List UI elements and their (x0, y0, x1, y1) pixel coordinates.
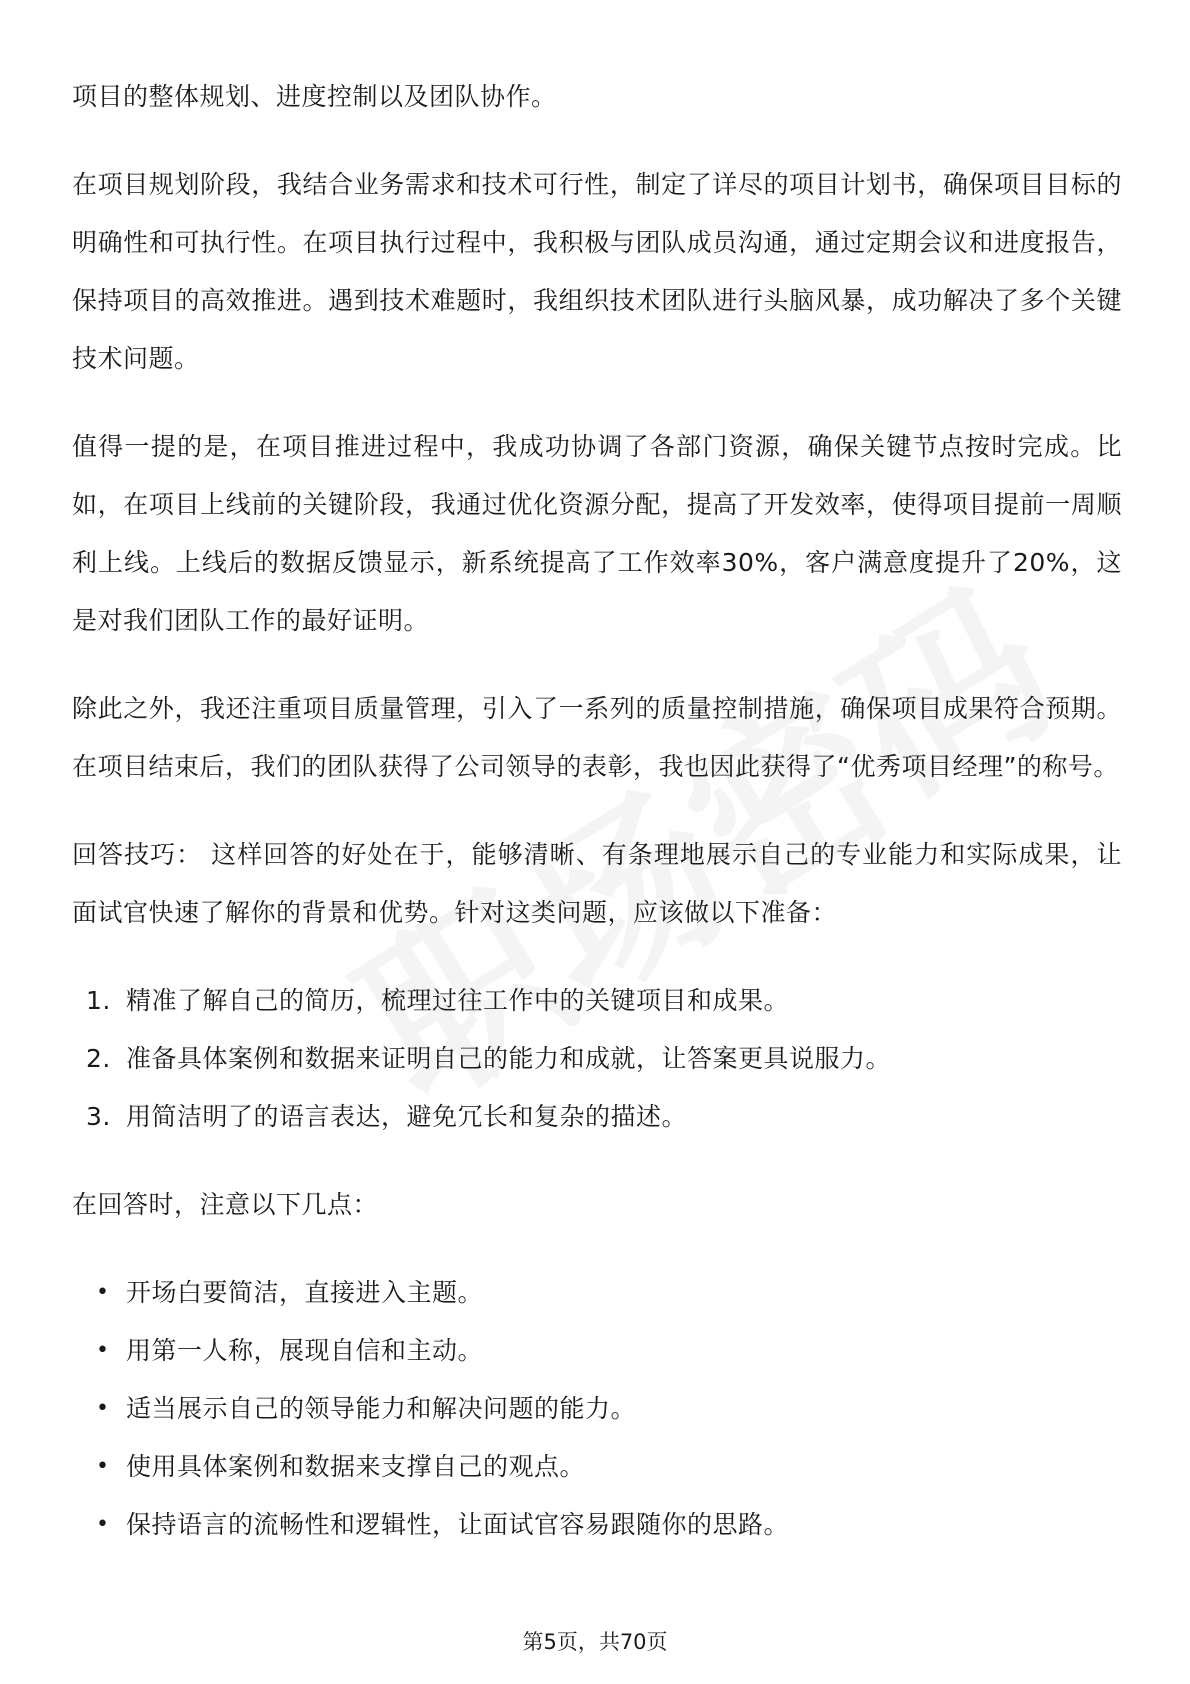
list-item-text: 精准了解自己的简历，梳理过往工作中的关键项目和成果。 (126, 986, 790, 1015)
list-item (72, 1088, 1122, 1146)
list-item (72, 1438, 1122, 1496)
bullet-icon: • (96, 1454, 110, 1479)
bullet-icon: • (96, 1512, 110, 1537)
document-body (72, 68, 1122, 1584)
paragraph: 值得一提的是，在项目推进过程中，我成功协调了各部门资源，确保关键节点按时完成。比如，在项目上线前的关键阶段，我通过优化资源分配，提高了开发效率，使得项目提前一周顺利上线。上线后的数据反馈显示，新系统提高了工作效率30%，客户满意度提升了20%，这是对我们团队工作的最好证明。 (72, 432, 1122, 635)
bullet-icon: • (96, 1396, 110, 1421)
list-item-text: 用简洁明了的语言表达，避免冗长和复杂的描述。 (126, 1102, 688, 1131)
list-item-text: 适当展示自己的领导能力和解决问题的能力。 (126, 1394, 637, 1423)
list-number: 1. (86, 986, 111, 1015)
list-item (72, 1380, 1122, 1438)
list-item (72, 1030, 1122, 1088)
list-item (72, 1264, 1122, 1322)
bullet-list (72, 1264, 1122, 1554)
notes-intro: 在回答时，注意以下几点： (72, 1190, 379, 1219)
page-number-footer: 第5页，共70页 (522, 1630, 668, 1654)
list-item (72, 1322, 1122, 1380)
list-item-text: 使用具体案例和数据来支撑自己的观点。 (126, 1452, 586, 1481)
numbered-list (72, 972, 1122, 1146)
paragraph: 除此之外，我还注重项目质量管理，引入了一系列的质量控制措施，确保项目成果符合预期。在项目结束后，我们的团队获得了公司领导的表彰，我也因此获得了“优秀项目经理”的称号。 (72, 694, 1122, 781)
list-item (72, 1496, 1122, 1554)
list-item-text: 用第一人称，展现自信和主动。 (126, 1336, 484, 1365)
list-item-text: 开场白要简洁，直接进入主题。 (126, 1278, 484, 1307)
list-item-text: 准备具体案例和数据来证明自己的能力和成就，让答案更具说服力。 (126, 1044, 892, 1073)
list-number: 2. (86, 1044, 111, 1073)
bullet-icon: • (96, 1338, 110, 1363)
list-item (72, 972, 1122, 1030)
paragraph: 在项目规划阶段，我结合业务需求和技术可行性，制定了详尽的项目计划书，确保项目目标的明确性和可执行性。在项目执行过程中，我积极与团队成员沟通，通过定期会议和进度报告，保持项目的高效推进。遇到技术难题时，我组织技术团队进行头脑风暴，成功解决了多个关键技术问题。 (72, 170, 1122, 373)
answer-tips-paragraph: 回答技巧： 这样回答的好处在于，能够清晰、有条理地展示自己的专业能力和实际成果，让面试官快速了解你的背景和优势。针对这类问题，应该做以下准备： (72, 840, 1122, 927)
bullet-icon: • (96, 1280, 110, 1305)
paragraph: 项目的整体规划、进度控制以及团队协作。 (72, 82, 557, 111)
list-item-text: 保持语言的流畅性和逻辑性，让面试官容易跟随你的思路。 (126, 1510, 790, 1539)
list-number: 3. (86, 1102, 111, 1131)
